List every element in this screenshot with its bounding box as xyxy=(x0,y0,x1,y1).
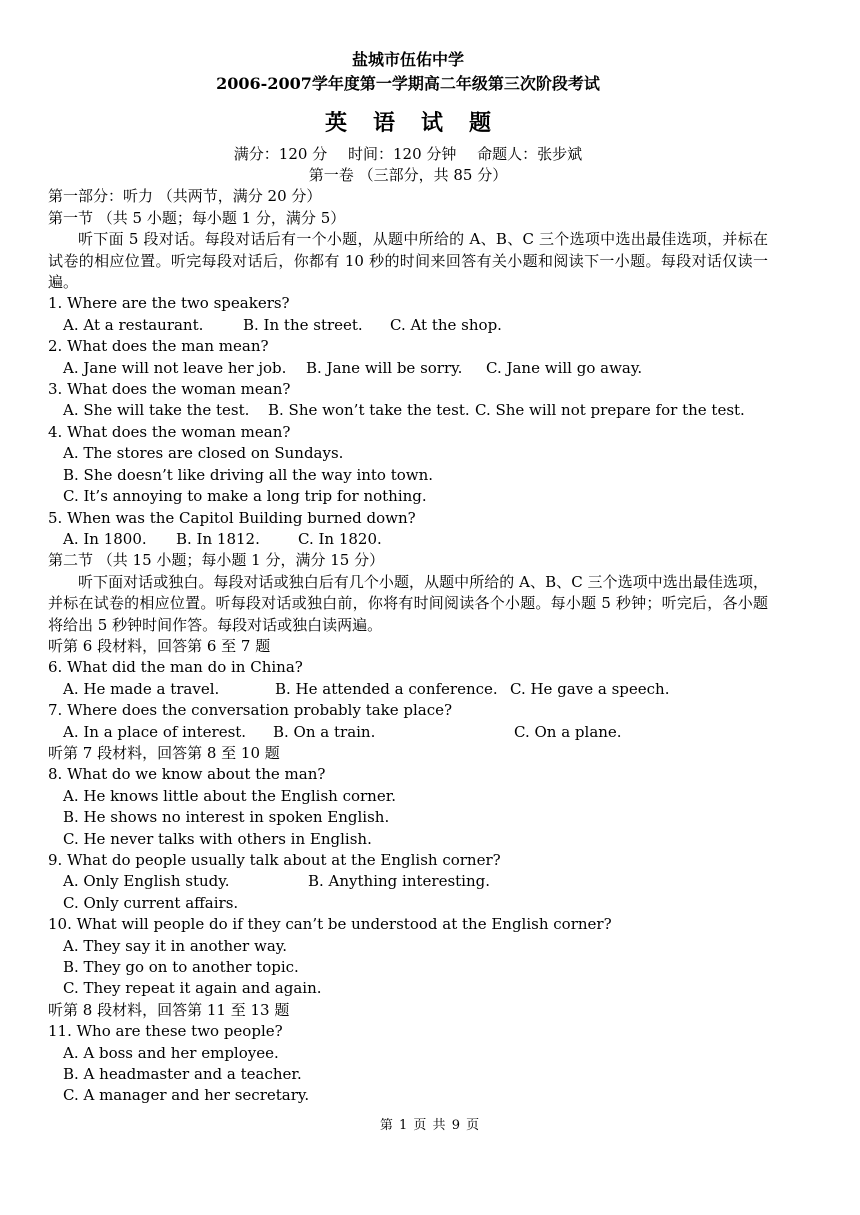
option-a: A. At a restaurant. xyxy=(63,315,204,334)
exam-author: 命题人：张步斌 xyxy=(477,145,583,163)
option-c: C. It’s annoying to make a long trip for nothing. xyxy=(63,487,427,506)
question-options xyxy=(48,871,768,892)
question-text: 5. When was the Capitol Building burned down? xyxy=(48,508,416,527)
volume-title: 第一卷 （三部分，共 85 分） xyxy=(308,166,508,184)
exam-meta xyxy=(48,144,768,165)
option-b: B. They go on to another topic. xyxy=(63,958,299,977)
section2-instructions: 听下面对话或独白。每段对话或独白后有几个小题，从题中所给的 A、B、C 三个选项中选出最佳选项，并标在试卷的相应位置。听每段对话或独白前，你将有时间阅读各个小题。每小题 5 秒钟；听完后，各小题将给出 5 秒钟时间作答。每段对话或独白读两遍。 xyxy=(48,572,768,634)
exam-title: 2006-2007学年度第一学期高二年级第三次阶段考试 xyxy=(216,74,600,93)
option-a: A. She will take the test. xyxy=(63,401,250,420)
question-options xyxy=(48,315,768,336)
option-b: B. He attended a conference. xyxy=(275,679,498,698)
question-options xyxy=(48,400,768,421)
exam-time: 时间：120 分钟 xyxy=(347,145,457,163)
option-c: C. He never talks with others in English. xyxy=(63,829,372,848)
material-6-heading: 听第 6 段材料，回答第 6 至 7 题 xyxy=(48,636,271,655)
question-text: 1. Where are the two speakers? xyxy=(48,294,290,313)
question-text: 3. What does the woman mean? xyxy=(48,380,291,399)
option-b: B. Jane will be sorry. xyxy=(306,358,463,377)
option-a: A. Jane will not leave her job. xyxy=(63,358,287,377)
option-c: C. A manager and her secretary. xyxy=(63,1086,310,1105)
option-b: B. She doesn’t like driving all the way into town. xyxy=(63,465,434,484)
option-c: C. Only current affairs. xyxy=(63,893,239,912)
question-text: 6. What did the man do in China? xyxy=(48,658,303,677)
subject-title: 英语试题 xyxy=(324,110,517,136)
question-text: 7. Where does the conversation probably take place? xyxy=(48,701,453,720)
option-a: A. In 1800. xyxy=(63,529,147,548)
option-c: C. She will not prepare for the test. xyxy=(475,401,745,420)
option-a: A. A boss and her employee. xyxy=(63,1043,279,1062)
question-text: 8. What do we know about the man? xyxy=(48,765,326,784)
question-options xyxy=(48,722,768,743)
section1-instructions: 听下面 5 段对话。每段对话后有一个小题，从题中所给的 A、B、C 三个选项中选出最佳选项，并标在试卷的相应位置。听完每段对话后，你都有 10 秒的时间来回答有关小题和阅读下一小题。每段对话仅读一遍。 xyxy=(48,230,768,292)
option-c: C. On a plane. xyxy=(514,722,622,741)
question-text: 11. Who are these two people? xyxy=(48,1022,283,1041)
material-7-heading: 听第 7 段材料，回答第 8 至 10 题 xyxy=(48,743,280,762)
option-b: B. On a train. xyxy=(273,722,376,741)
question-text: 10. What will people do if they can’t be understood at the English corner? xyxy=(48,915,612,934)
option-b: B. In the street. xyxy=(243,315,363,334)
question-options xyxy=(48,679,768,700)
part1-title: 第一部分：听力 （共两节，满分 20 分） xyxy=(48,187,322,206)
option-a: A. He made a travel. xyxy=(63,679,220,698)
question-text: 2. What does the man mean? xyxy=(48,337,269,356)
option-b: B. She won’t take the test. xyxy=(268,401,470,420)
option-a: A. They say it in another way. xyxy=(63,936,288,955)
exam-page xyxy=(48,50,768,1107)
option-a: A. He knows little about the English corner. xyxy=(63,786,397,805)
material-8-heading: 听第 8 段材料，回答第 11 至 13 题 xyxy=(48,1000,290,1019)
question-options xyxy=(48,358,768,379)
option-a: A. In a place of interest. xyxy=(63,722,247,741)
page-footer: 第 1 页 共 9 页 xyxy=(379,1118,481,1133)
option-b: B. A headmaster and a teacher. xyxy=(63,1065,302,1084)
section2-title: 第二节 （共 15 小题；每小题 1 分，满分 15 分） xyxy=(48,551,385,570)
section1-title: 第一节 （共 5 小题；每小题 1 分，满分 5） xyxy=(48,208,346,227)
option-c: C. Jane will go away. xyxy=(486,358,643,377)
question-text: 9. What do people usually talk about at the English corner? xyxy=(48,851,501,869)
option-b: B. He shows no interest in spoken English. xyxy=(63,808,390,827)
question-options xyxy=(48,529,768,550)
option-b: B. Anything interesting. xyxy=(308,872,491,891)
option-b: B. In 1812. xyxy=(176,529,260,548)
school-name: 盐城市伍佑中学 xyxy=(351,50,464,69)
option-a: A. Only English study. xyxy=(63,872,230,891)
question-text: 4. What does the woman mean? xyxy=(48,422,291,441)
option-c: C. They repeat it again and again. xyxy=(63,979,322,998)
option-c: C. In 1820. xyxy=(298,529,382,548)
option-a: A. The stores are closed on Sundays. xyxy=(63,444,344,463)
option-c: C. At the shop. xyxy=(390,315,502,334)
full-marks: 满分：120 分 xyxy=(233,145,328,163)
option-c: C. He gave a speech. xyxy=(510,679,670,698)
